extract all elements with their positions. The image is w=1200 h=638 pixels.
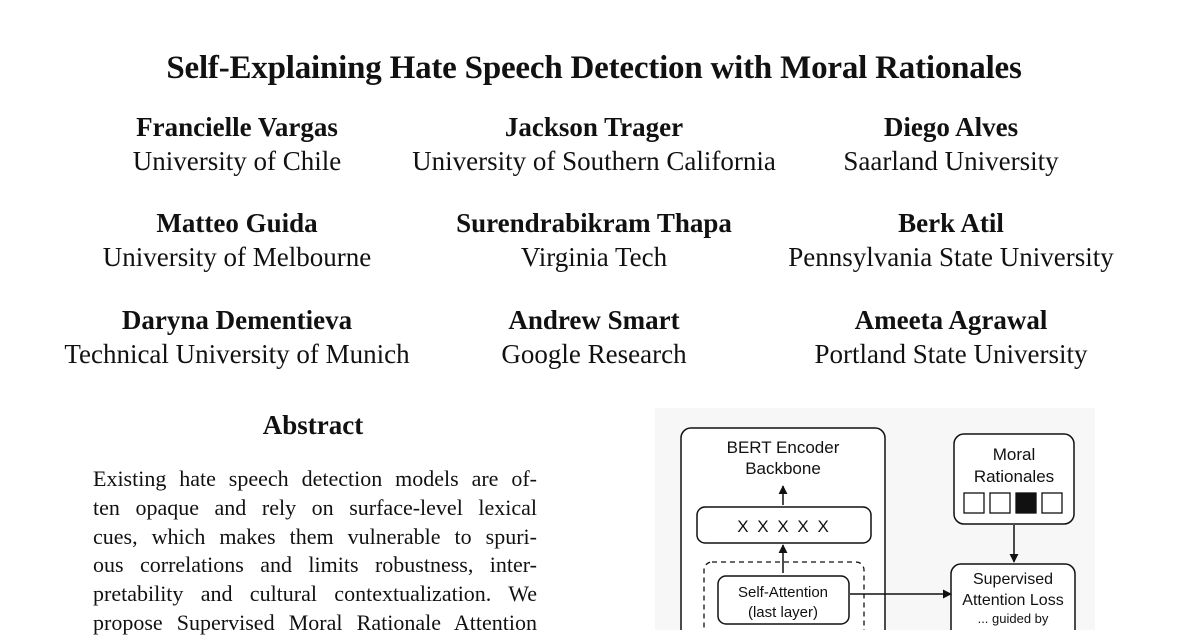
rationale-cell (990, 493, 1010, 513)
abstract-heading: Abstract (262, 410, 364, 440)
supervised-loss-label: Supervised (972, 571, 1054, 588)
abstract-body (93, 465, 537, 638)
self-attention-label: (last layer) (747, 604, 819, 621)
abstract-line: cues, which makes them vulnerable to spuri- (93, 523, 537, 549)
author-block (788, 206, 1113, 274)
author-affiliation: University of Chile (132, 146, 342, 176)
author-block (501, 303, 686, 371)
author-name: Surendrabikram Thapa (456, 208, 732, 238)
author-name: Ameeta Agrawal (854, 305, 1048, 335)
rationale-cell (1016, 493, 1036, 513)
author-affiliation: Technical University of Munich (64, 339, 410, 369)
author-block (64, 303, 409, 371)
author-block (456, 206, 732, 274)
paper-title: Self-Explaining Hate Speech Detection with Moral Rationales (166, 50, 1022, 86)
author-affiliation: Portland State University (814, 339, 1088, 369)
author-name: Jackson Trager (504, 112, 684, 142)
abstract-line: Existing hate speech detection models are of- (93, 466, 537, 491)
author-block (133, 110, 341, 178)
author-affiliation: Saarland University (843, 146, 1059, 176)
author-affiliation: Pennsylvania State University (788, 242, 1114, 272)
abstract-line: propose Supervised Moral Rationale Attention (93, 609, 537, 635)
abstract-line: ten opaque and rely on surface-level lexical (93, 494, 537, 520)
author-affiliation: University of Melbourne (102, 242, 372, 272)
author-name: Andrew Smart (508, 305, 680, 335)
rationale-cell (1042, 493, 1062, 513)
abstract-line: ous correlations and limits robustness, inter- (93, 552, 537, 578)
moral-rationales-label: Moral (992, 445, 1036, 464)
author-name: Daryna Dementieva (121, 305, 353, 335)
token-row: X X X X X (737, 517, 831, 536)
author-affiliation: Google Research (501, 339, 687, 369)
moral-rationales-label: Rationales (973, 467, 1055, 486)
author-block (815, 303, 1088, 371)
author-block (843, 110, 1058, 178)
abstract-line: pretability and cultural contextualization. We (93, 581, 537, 607)
author-affiliation: University of Southern California (412, 146, 776, 176)
architecture-diagram (655, 408, 1095, 630)
architecture-figure (655, 408, 1095, 630)
author-name: Berk Atil (898, 208, 1004, 238)
author-name: Francielle Vargas (136, 112, 338, 142)
author-block (412, 110, 776, 178)
author-affiliation: Virginia Tech (520, 242, 668, 272)
author-block (103, 206, 371, 274)
supervised-loss-label: ... guided by (977, 611, 1049, 626)
self-attention-label: Self-Attention (737, 584, 829, 601)
author-name: Diego Alves (883, 112, 1019, 142)
encoder-title: Backbone (745, 459, 821, 478)
encoder-title: BERT Encoder (726, 438, 840, 457)
author-name: Matteo Guida (156, 208, 318, 238)
supervised-loss-label: Attention Loss (962, 592, 1064, 609)
rationale-cell (964, 493, 984, 513)
